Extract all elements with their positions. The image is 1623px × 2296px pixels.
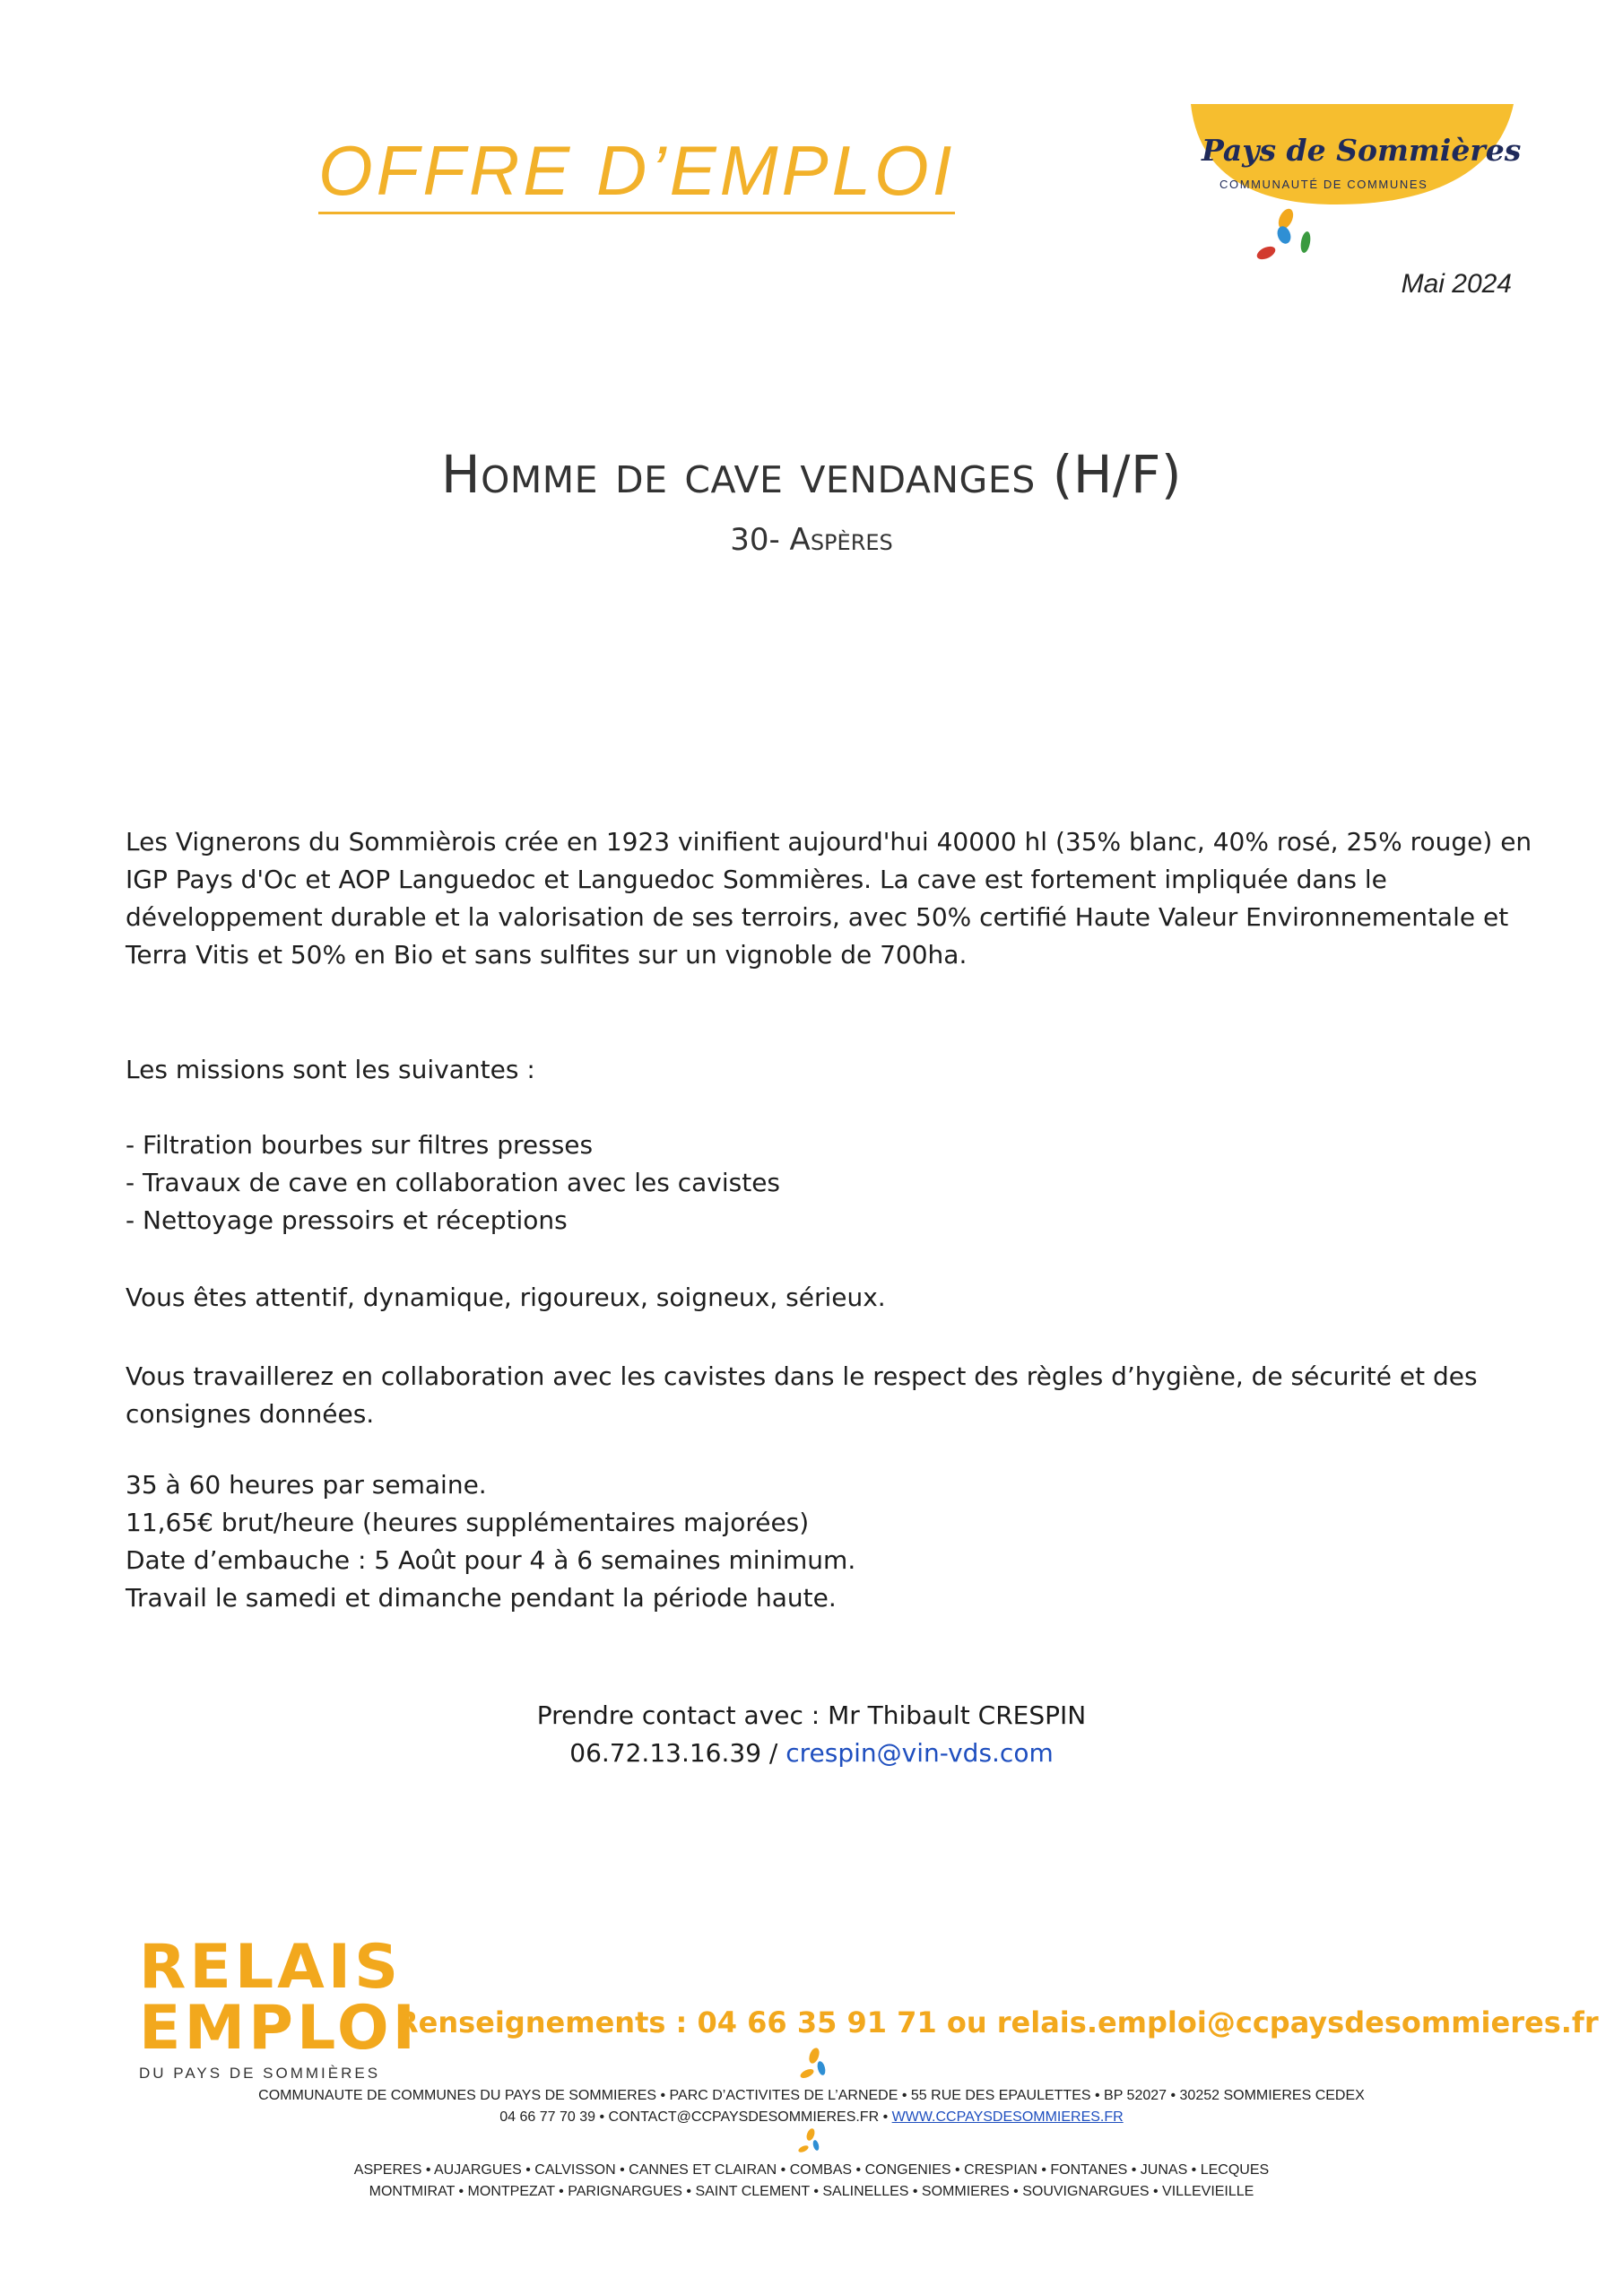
condition-item: 11,65€ brut/heure (heures supplémentaires majorées) [126,1508,810,1537]
mission-item: - Travaux de cave en collaboration avec les cavistes [126,1168,781,1197]
footer-contact-line [0,2107,1623,2128]
relais-emploi-logo [139,1932,419,2083]
footer-website-link[interactable]: WWW.CCPAYSDESOMMIERES.FR [891,2109,1124,2125]
job-location: 30- Aspères [730,522,893,558]
drops-icon [798,2047,834,2088]
footer-towns-line-1: ASPERES • AUJARGUES • CALVISSON • CANNES ET CLAIRAN • COMBAS • CONGENIES • CRESPIAN • FONTANES • JUNAS • LECQUES [353,2162,1270,2178]
missions-list [126,1126,1524,1239]
intro-line: développement durable et la valorisation de ses terroirs, avec 50% certifié Haute Valeur Environnementale et [126,902,1509,932]
collaboration-line: consignes données. [126,1399,375,1429]
condition-item: Travail le samedi et dimanche pendant la période haute. [126,1583,837,1613]
relais-word: RELAIS [139,1932,403,2003]
intro-line: Terra Vitis et 50% en Bio et sans sulfites sur un vignoble de 700ha. [126,940,968,970]
logo-subtitle: COMMUNAUTÉ DE COMMUNES [1219,178,1428,191]
contact-phone: 06.72.13.16.39 / [569,1738,786,1768]
condition-item: 35 à 60 heures par semaine. [126,1470,487,1500]
footer-phone-email: 04 66 77 70 39 • CONTACT@CCPAYSDESOMMIERES.FR • [499,2109,892,2125]
intro-line: IGP Pays d'Oc et AOP Languedoc et Languedoc Sommières. La cave est fortement impliquée dans le [126,865,1387,894]
contact-block [0,1697,1623,1772]
footer-address: COMMUNAUTE DE COMMUNES DU PAYS DE SOMMIERES • PARC D’ACTIVITES DE L’ARNEDE • 55 RUE DES EPAULETTES • BP 52027 • 30252 SOMMIERES CEDEX [258,2088,1365,2103]
qualities-text: Vous êtes attentif, dynamique, rigoureux, soigneux, sérieux. [126,1283,886,1312]
drops-icon-small [796,2127,827,2161]
job-title: Homme de cave vendanges (H/F) [441,444,1182,505]
logo-name: Pays de Sommières [1202,133,1522,168]
relais-subtitle: DU PAYS DE SOMMIÈRES [139,2065,381,2082]
mission-item: - Filtration bourbes sur filtres presses [126,1130,594,1160]
missions-intro: Les missions sont les suivantes : [126,1055,535,1084]
intro-paragraph [126,823,1532,974]
footer-towns-line-2: MONTMIRAT • MONTPEZAT • PARIGNARGUES • SAINT CLEMENT • SALINELLES • SOMMIERES • SOUVIGNARGUES • VILLEVIEILLE [369,2184,1254,2199]
conditions-list [126,1466,1524,1617]
contact-email-link[interactable]: crespin@vin-vds.com [785,1738,1054,1768]
document-date: Mai 2024 [1401,269,1512,299]
offer-title: OFFRE D’EMPLOI [318,133,955,214]
contact-person: Prendre contact avec : Mr Thibault CRESPIN [536,1700,1087,1730]
mission-item: - Nettoyage pressoirs et réceptions [126,1205,568,1235]
intro-line: Les Vignerons du Sommièrois crée en 1923 vinifient aujourd'hui 40000 hl (35% blanc, 40% rosé, 25% rouge) en [126,827,1532,857]
collaboration-paragraph [126,1358,1524,1433]
emploi-word: EMPLOI [139,1993,419,2064]
collaboration-line: Vous travaillerez en collaboration avec les cavistes dans le respect des règles d’hygiène, de sécurité et des [126,1361,1478,1391]
contact-details [0,1735,1623,1772]
renseignements-line: Renseignements : 04 66 35 91 71 ou relais.emploi@ccpaysdesommieres.fr [396,2005,1599,2039]
condition-item: Date d’embauche : 5 Août pour 4 à 6 semaines minimum. [126,1545,856,1575]
